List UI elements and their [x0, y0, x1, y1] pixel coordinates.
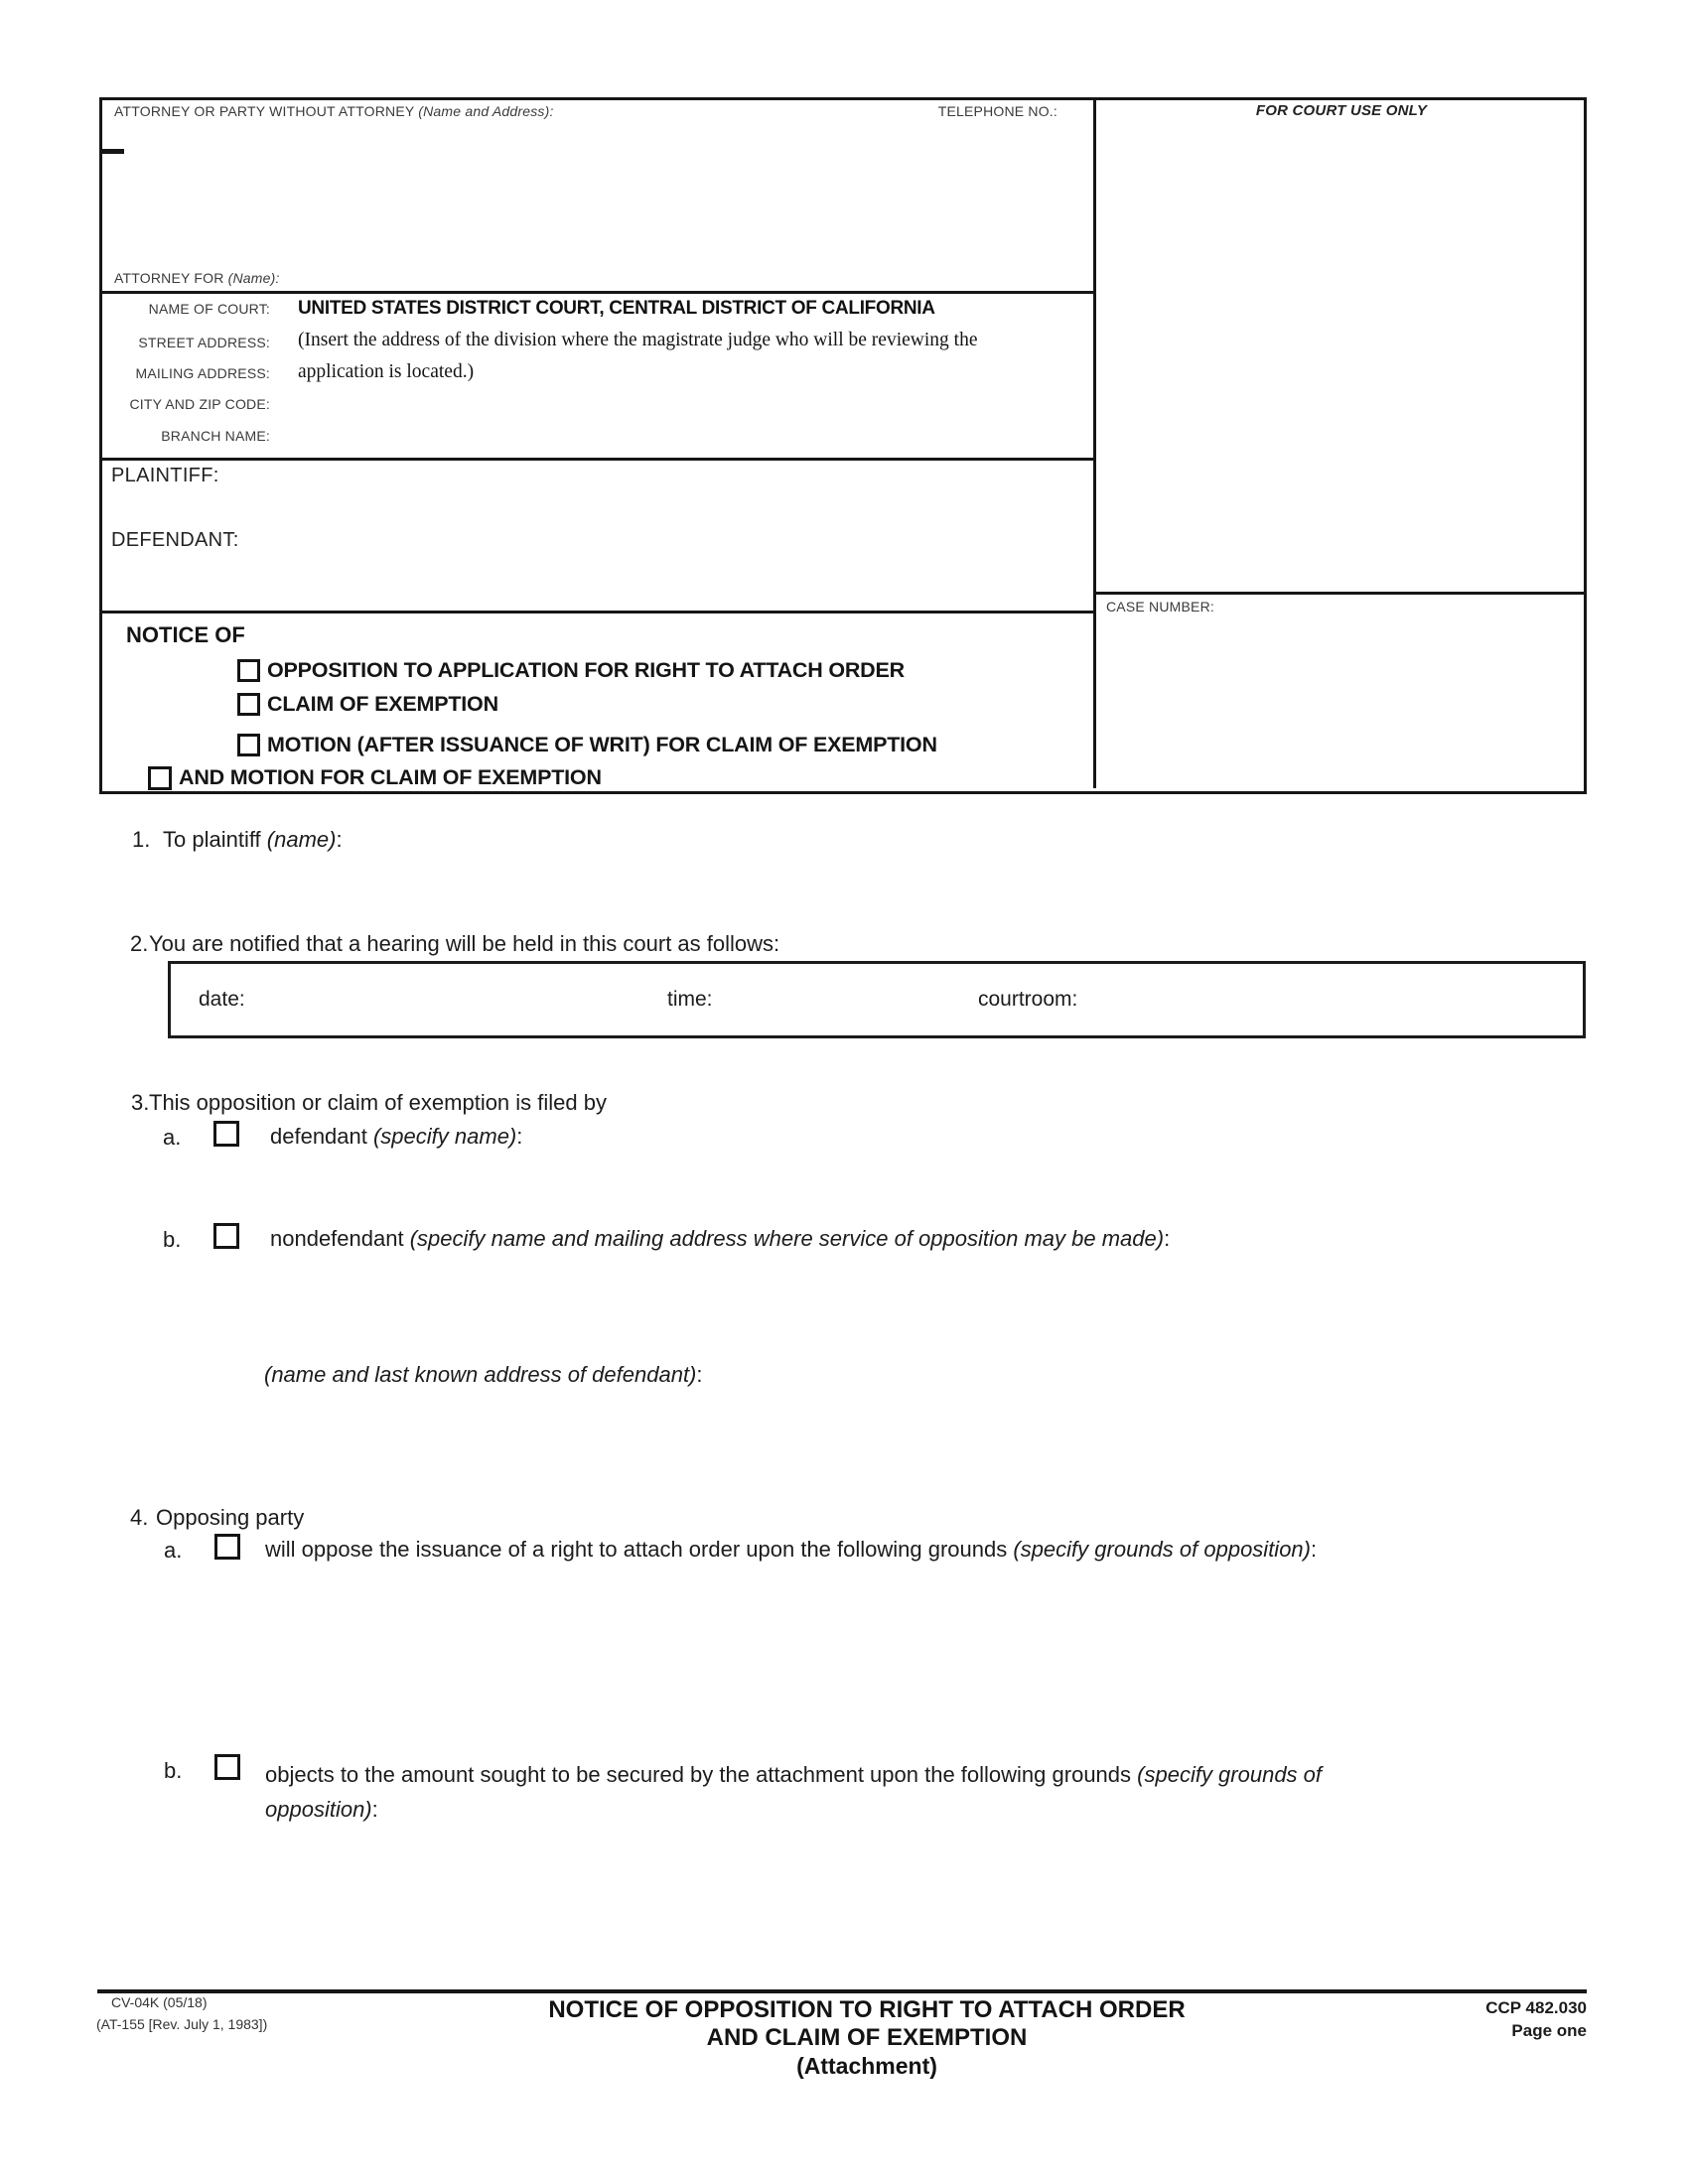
form-code-line2: (AT-155 [Rev. July 1, 1983]) [96, 2016, 268, 2032]
notice-motion-checkbox[interactable] [237, 734, 260, 756]
item-3-text: This opposition or claim of exemption is filed by [149, 1090, 607, 1115]
footer-title-line2: AND CLAIM OF EXEMPTION [706, 2024, 1028, 2051]
plaintiff-name-area[interactable] [238, 463, 1082, 522]
footer-reference [1291, 1996, 1587, 2042]
item-1-number: 1. [132, 827, 151, 852]
hearing-date-label: date: [199, 988, 245, 1011]
header-column-divider [1093, 97, 1096, 788]
notice-option-label: CLAIM OF EXEMPTION [267, 692, 498, 716]
item-3a-text: defendant (specify name): [270, 1124, 523, 1149]
notice-opposition-checkbox[interactable] [237, 659, 260, 682]
item-3a-checkbox[interactable] [213, 1121, 239, 1147]
item-4b-checkbox[interactable] [214, 1754, 240, 1780]
branch-name-label: BRANCH NAME: [161, 428, 270, 444]
footer-title-line1: NOTICE OF OPPOSITION TO RIGHT TO ATTACH ORDER [548, 1996, 1186, 2023]
attorney-court-divider [99, 291, 1096, 294]
party-notice-divider [99, 611, 1096, 614]
attorney-for-label: ATTORNEY FOR (Name): [114, 270, 280, 286]
court-name-label: NAME OF COURT: [148, 301, 270, 317]
item-4a-text: will oppose the issuance of a right to attach order upon the following grounds (specify grounds of opposition): [265, 1537, 1318, 1562]
attorney-section-label: ATTORNEY OR PARTY WITHOUT ATTORNEY (Name and Address): [114, 103, 554, 119]
item-4b-letter: b. [164, 1758, 183, 1783]
item-3b-checkbox[interactable] [213, 1223, 239, 1249]
item-3-number: 3. [131, 1090, 150, 1115]
page-number: Page one [1511, 2021, 1587, 2040]
notice-title: NOTICE OF [126, 622, 245, 647]
defendant-label: DEFENDANT: [111, 529, 239, 551]
plaintiff-label: PLAINTIFF: [111, 465, 219, 486]
notice-option-motion [237, 733, 937, 757]
item-4a-grounds-area[interactable] [265, 1573, 1526, 1732]
notice-and-motion-checkbox[interactable] [148, 766, 172, 790]
form-code-line1: CV-04K (05/18) [111, 1994, 208, 2010]
notice-claim-checkbox[interactable] [237, 693, 260, 716]
defendant-name-area[interactable] [258, 527, 1082, 605]
item-3-defendant-note: (name and last known address of defendant): [264, 1362, 703, 1387]
notice-option-and-motion [148, 765, 602, 790]
case-number-divider [1093, 592, 1587, 595]
item-1-plaintiff-name-area[interactable] [427, 824, 1420, 884]
item-3b-letter: b. [163, 1227, 182, 1252]
item-3-defendant-address-area[interactable] [264, 1395, 1406, 1489]
notice-option-opposition [237, 658, 905, 683]
court-use-area[interactable] [1098, 127, 1583, 584]
case-number-area[interactable] [1102, 623, 1581, 784]
hearing-time-label: time: [667, 988, 713, 1011]
item-4a-letter: a. [164, 1538, 183, 1563]
hearing-time-area[interactable] [725, 978, 953, 1023]
notice-option-claim [237, 692, 498, 717]
court-address-note-line1: (Insert the address of the division where the magistrate judge who will be reviewing the [298, 330, 978, 350]
item-1-text: To plaintiff (name): [163, 827, 343, 852]
item-4-number: 4. [130, 1505, 149, 1530]
item-3b-text: nondefendant (specify name and mailing address where service of opposition may be made): [270, 1226, 1171, 1251]
item-2-number: 2. [130, 931, 149, 956]
mailing-address-label: MAILING ADDRESS: [135, 365, 270, 381]
city-zip-label: CITY AND ZIP CODE: [129, 396, 270, 412]
item-3a-letter: a. [163, 1125, 182, 1150]
case-number-label: CASE NUMBER: [1106, 599, 1214, 614]
notice-option-label: OPPOSITION TO APPLICATION FOR RIGHT TO ATTACH ORDER [267, 658, 905, 682]
court-party-divider [99, 458, 1096, 461]
court-address-note-line2: application is located.) [298, 361, 475, 382]
hearing-date-area[interactable] [258, 978, 635, 1023]
item-2-text: You are notified that a hearing will be held in this court as follows: [149, 931, 780, 956]
court-name-value: UNITED STATES DISTRICT COURT, CENTRAL DISTRICT OF CALIFORNIA [298, 298, 935, 319]
item-4a-checkbox[interactable] [214, 1534, 240, 1560]
item-4-text: Opposing party [156, 1505, 305, 1530]
item-4b-text: objects to the amount sought to be secured by the attachment upon the following grounds (specify grounds of opposition): [265, 1762, 1323, 1822]
telephone-label: TELEPHONE NO.: [937, 103, 1057, 119]
notice-option-label: AND MOTION FOR CLAIM OF EXEMPTION [179, 765, 602, 789]
attorney-info-area[interactable] [111, 125, 1005, 264]
hearing-courtroom-area[interactable] [1087, 978, 1564, 1023]
item-3a-name-area[interactable] [270, 1157, 1412, 1216]
ccp-reference: CCP 482.030 [1485, 1998, 1587, 2017]
footer-title-line3: (Attachment) [796, 2053, 937, 2079]
item-3b-address-area[interactable] [270, 1261, 1412, 1355]
street-address-label: STREET ADDRESS: [138, 335, 270, 350]
for-court-use-label: FOR COURT USE ONLY [1255, 102, 1428, 119]
footer-rule [97, 1989, 1587, 1993]
hearing-courtroom-label: courtroom: [978, 988, 1078, 1011]
item-4b-grounds-area[interactable] [265, 1832, 1526, 1971]
notice-option-label: MOTION (AFTER ISSUANCE OF WRIT) FOR CLAIM OF EXEMPTION [267, 733, 937, 756]
